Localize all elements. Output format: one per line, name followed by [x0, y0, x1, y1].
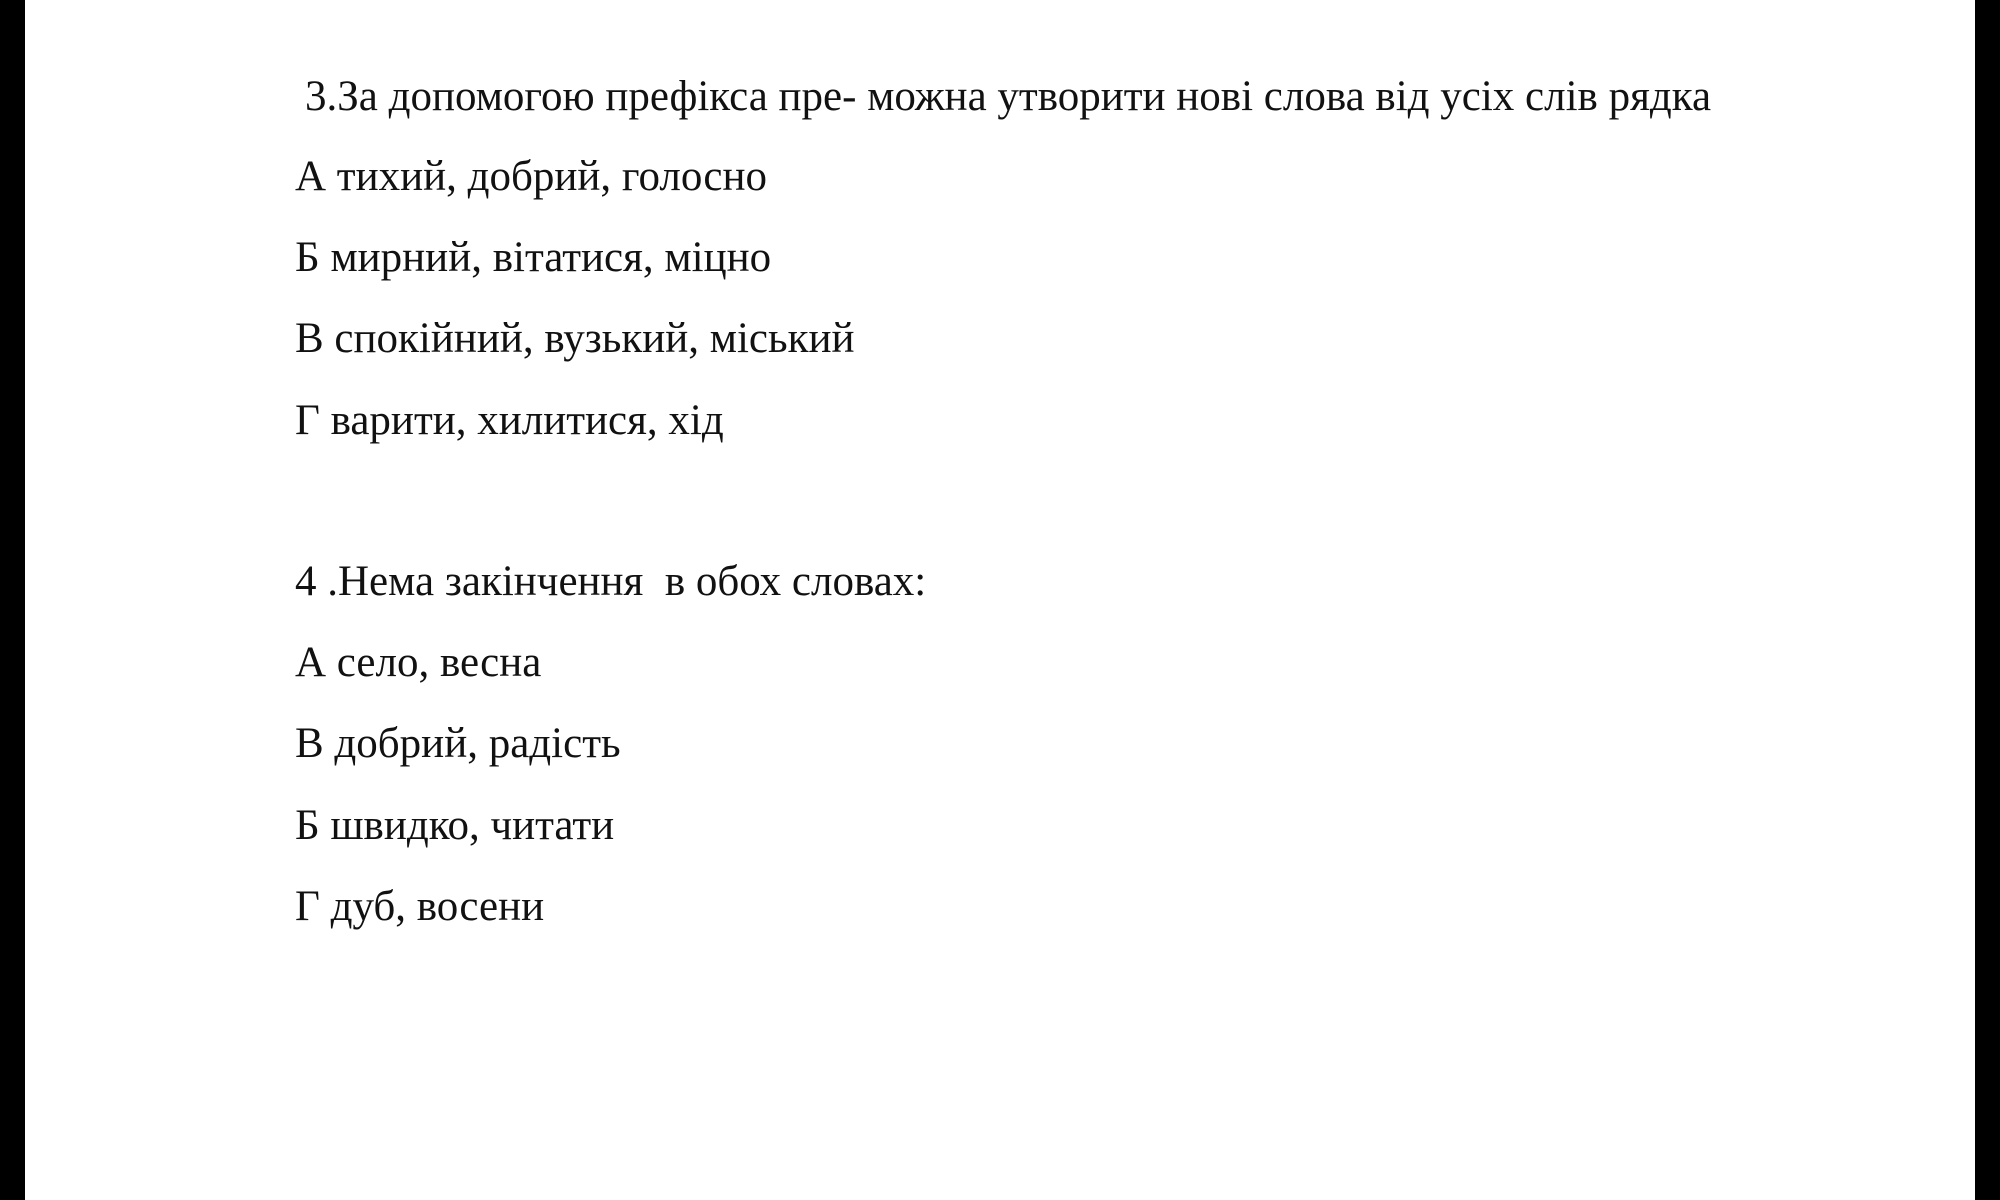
- question-4-option-c: Б швидко, читати: [295, 802, 615, 849]
- question-4-option-a: А село, весна: [295, 639, 542, 686]
- question-4-option-b: В добрий, радість: [295, 720, 621, 767]
- document-page: [25, 0, 1975, 1200]
- question-4-prompt: 4 .Нема закінчення в обох словах:: [295, 558, 927, 605]
- question-3-option-c: В спокійний, вузький, міський: [295, 315, 855, 362]
- question-4-option-d: Г дуб, восени: [295, 883, 545, 930]
- question-3-prompt: 3.За допомогою префікса пре- можна утворити нові слова від усіх слів рядка: [305, 73, 1712, 120]
- question-3-option-b: Б мирний, вітатися, міцно: [295, 234, 772, 281]
- question-3-option-d: Г варити, хилитися, хід: [295, 397, 724, 444]
- question-3-option-a: А тихий, добрий, голосно: [295, 153, 768, 200]
